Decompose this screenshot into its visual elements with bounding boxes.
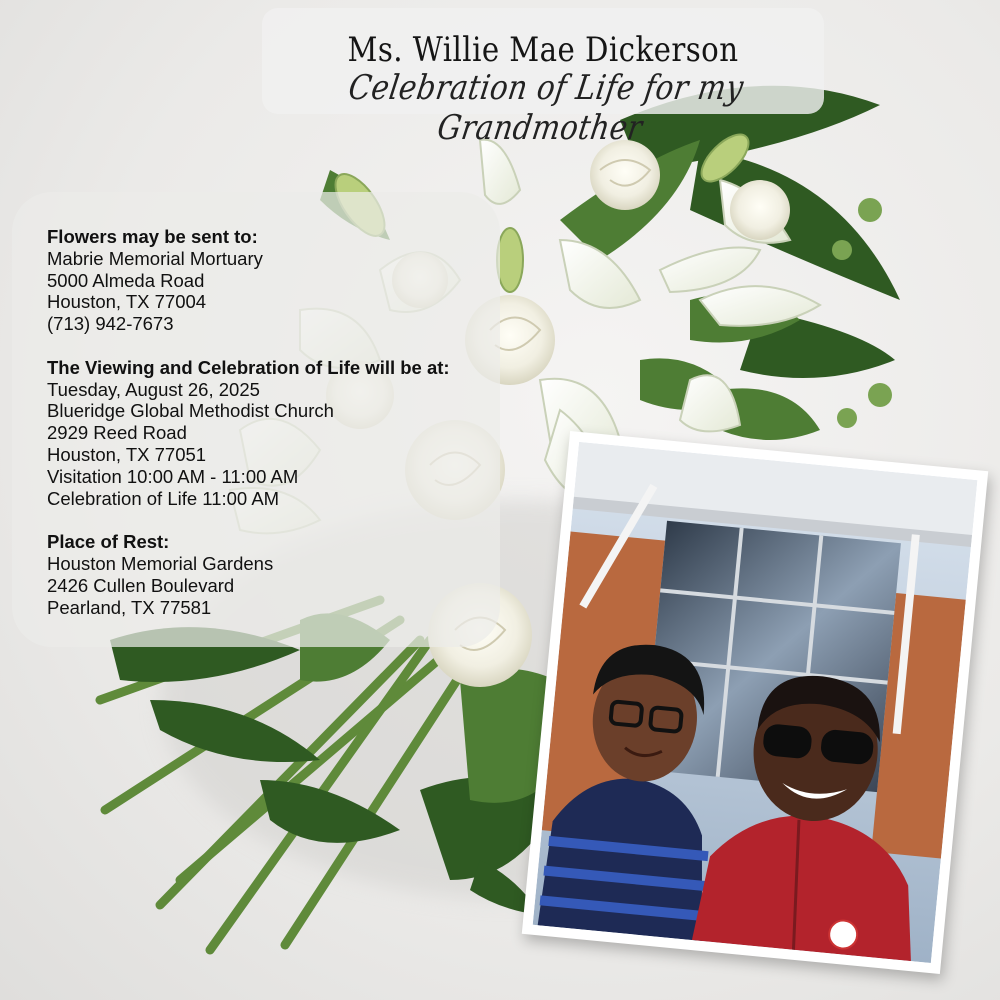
service-line: Houston, TX 77051 bbox=[47, 443, 207, 465]
service-line: Celebration of Life 11:00 AM bbox=[47, 487, 280, 509]
flowers-line: Houston, TX 77004 bbox=[47, 291, 207, 313]
page-title: Ms. Willie Mae Dickerson bbox=[347, 30, 739, 70]
flowers-line: Mabrie Memorial Mortuary bbox=[47, 247, 263, 269]
rest-line: 2426 Cullen Boulevard bbox=[47, 574, 235, 596]
flowers-line: 5000 Almeda Road bbox=[47, 269, 205, 291]
info-text bbox=[47, 226, 517, 618]
service-line: 2929 Reed Road bbox=[47, 422, 187, 444]
spacer bbox=[47, 335, 517, 357]
service-line: Visitation 10:00 AM - 11:00 AM bbox=[47, 465, 299, 487]
flowers-line: (713) 942-7673 bbox=[47, 313, 174, 335]
rest-line: Pearland, TX 77581 bbox=[47, 596, 212, 618]
service-line: Tuesday, August 26, 2025 bbox=[47, 378, 260, 400]
page-subtitle: Celebration of Life for my Grandmother bbox=[345, 68, 747, 148]
photo-frame bbox=[522, 431, 988, 974]
selfie-photo bbox=[533, 442, 978, 963]
rest-heading: Place of Rest: bbox=[47, 531, 170, 553]
flowers-heading: Flowers may be sent to: bbox=[47, 226, 258, 247]
service-heading: The Viewing and Celebration of Life will be at: bbox=[47, 356, 450, 378]
title-banner bbox=[262, 8, 824, 148]
service-line: Blueridge Global Methodist Church bbox=[47, 400, 334, 422]
rest-line: Houston Memorial Gardens bbox=[47, 552, 274, 574]
spacer bbox=[47, 509, 517, 531]
